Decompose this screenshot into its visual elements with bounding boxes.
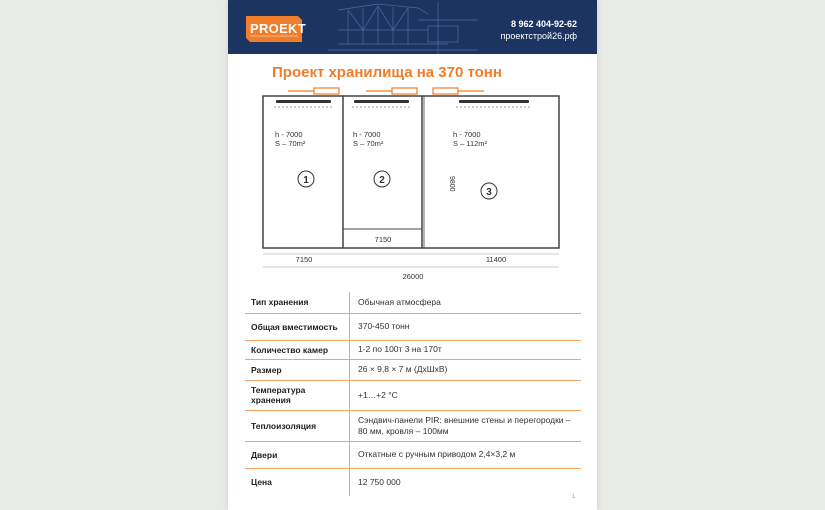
spec-label: Количество камер [245,340,350,359]
floor-plan [228,84,597,284]
spec-value: 370-450 тонн [350,313,582,340]
document-page [228,0,597,510]
room-3-number: 3 [486,187,492,198]
company-logo: PROEKT [246,16,302,42]
room-2-number: 2 [379,175,385,186]
spec-value: 26 × 9,8 × 7 м (ДхШхВ) [350,359,582,380]
phone-number: 8 962 404-92-62 [510,19,577,29]
spec-value: 12 750 000 [358,476,401,487]
table-row [245,380,581,410]
header-banner [228,0,597,54]
website-link[interactable]: проектстрой26.рф [500,31,577,41]
spec-value: Откатные с ручным приводом 2,4×3,2 м [350,441,582,468]
spec-label: Двери [245,441,350,468]
room-1-number: 1 [303,175,309,186]
table-row [245,292,581,313]
room-3-area: S – 112m² [453,139,488,148]
dimension-total: 26000 [402,272,424,281]
spec-label: Тип хранения [245,292,350,313]
blueprint-illustration [318,0,488,54]
room-1-height: h - 7000 [275,130,303,139]
page-title: Проект хранилища на 370 тонн [272,64,502,81]
room-2-area: S – 70m² [353,139,384,148]
table-row [245,468,581,496]
spec-label: Общая вместимость [245,313,350,340]
spec-label: Температура хранения [245,380,350,410]
table-row [245,441,581,468]
spec-label: Теплоизоляция [245,410,350,441]
dimension-side: 9800 [448,176,455,192]
table-row [245,340,581,359]
room-2-height: h - 7000 [353,130,381,139]
room-3-height: h - 7000 [453,130,481,139]
spec-label: Цена [245,468,350,496]
table-row [245,410,581,441]
table-row [245,359,581,380]
spec-table [245,292,581,496]
spec-value: +1…+2 °С [350,380,582,410]
spec-label: Размер [245,359,350,380]
spec-value: 1-2 по 100т 3 на 170т [350,340,582,359]
dimension-left: 7150 [295,255,313,264]
dimension-right: 11400 [485,255,507,264]
dimension-inner: 7150 [374,235,392,244]
room-1-area: S – 70m² [275,139,306,148]
spec-value: Сэндвич-панели PIR: внешние стены и перегородки – 80 мм, кровля – 100мм [350,410,582,441]
table-row [245,313,581,340]
contact-info [500,18,577,42]
page-number: 1 [571,494,575,500]
spec-value: Обычная атмосфера [350,292,582,313]
